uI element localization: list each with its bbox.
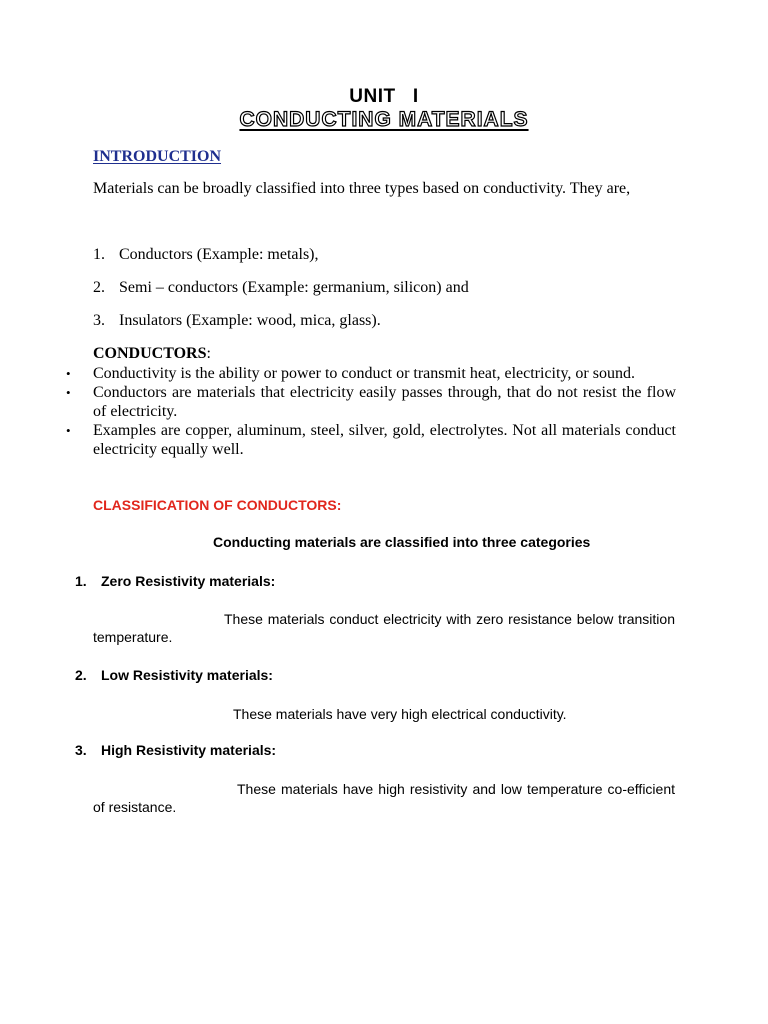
bullet-item: • Examples are copper, aluminum, steel, silver, gold, electrolytes. Not all materials conduct electricity equally well. (62, 421, 676, 459)
introduction-paragraph: Materials can be broadly classified into three types based on conductivity. They are, (93, 180, 631, 197)
bullet-item: • Conductors are materials that electricity easily passes through, that do not resist the flow of electricity. (62, 383, 676, 421)
category-heading (75, 573, 275, 589)
list-text: Insulators (Example: wood, mica, glass). (119, 312, 381, 329)
conductors-bullet-list (62, 364, 676, 459)
list-number: 3. (93, 312, 105, 329)
conductors-heading-text: CONDUCTORS (93, 345, 207, 362)
list-number: 1. (93, 246, 105, 263)
classification-heading: CLASSIFICATION OF CONDUCTORS: (93, 497, 342, 513)
category-title: Low Resistivity materials: (101, 667, 273, 683)
list-text: Semi – conductors (Example: germanium, silicon) and (119, 279, 469, 296)
category-title: Zero Resistivity materials: (101, 573, 276, 589)
category-title: High Resistivity materials: (101, 742, 277, 758)
category-number: 2. (75, 667, 87, 683)
list-item (93, 246, 319, 264)
category-description: These materials conduct electricity with zero resistance below transition temperature. (93, 611, 675, 645)
category-description: These materials have high resistivity and low temperature co-efficient of resistance. (93, 781, 675, 815)
category-number: 3. (75, 742, 87, 758)
conductors-heading-colon: : (206, 345, 211, 362)
category-number: 1. (75, 573, 87, 589)
conductors-heading (93, 345, 211, 363)
bullet-item: • Conductivity is the ability or power to conduct or transmit heat, electricity, or sound. (62, 364, 676, 383)
list-item (93, 279, 469, 297)
list-text: Conductors (Example: metals), (119, 246, 319, 263)
category-heading (75, 667, 273, 683)
category-heading (75, 742, 276, 758)
list-item (93, 312, 381, 330)
classification-intro: Conducting materials are classified into three categories (213, 534, 591, 550)
page-title: CONDUCTING MATERIALS (239, 108, 529, 131)
list-number: 2. (93, 279, 105, 296)
category-description: These materials have very high electrical conductivity. (233, 706, 567, 722)
unit-label: UNIT I (349, 86, 419, 107)
introduction-heading: INTRODUCTION (93, 148, 222, 165)
